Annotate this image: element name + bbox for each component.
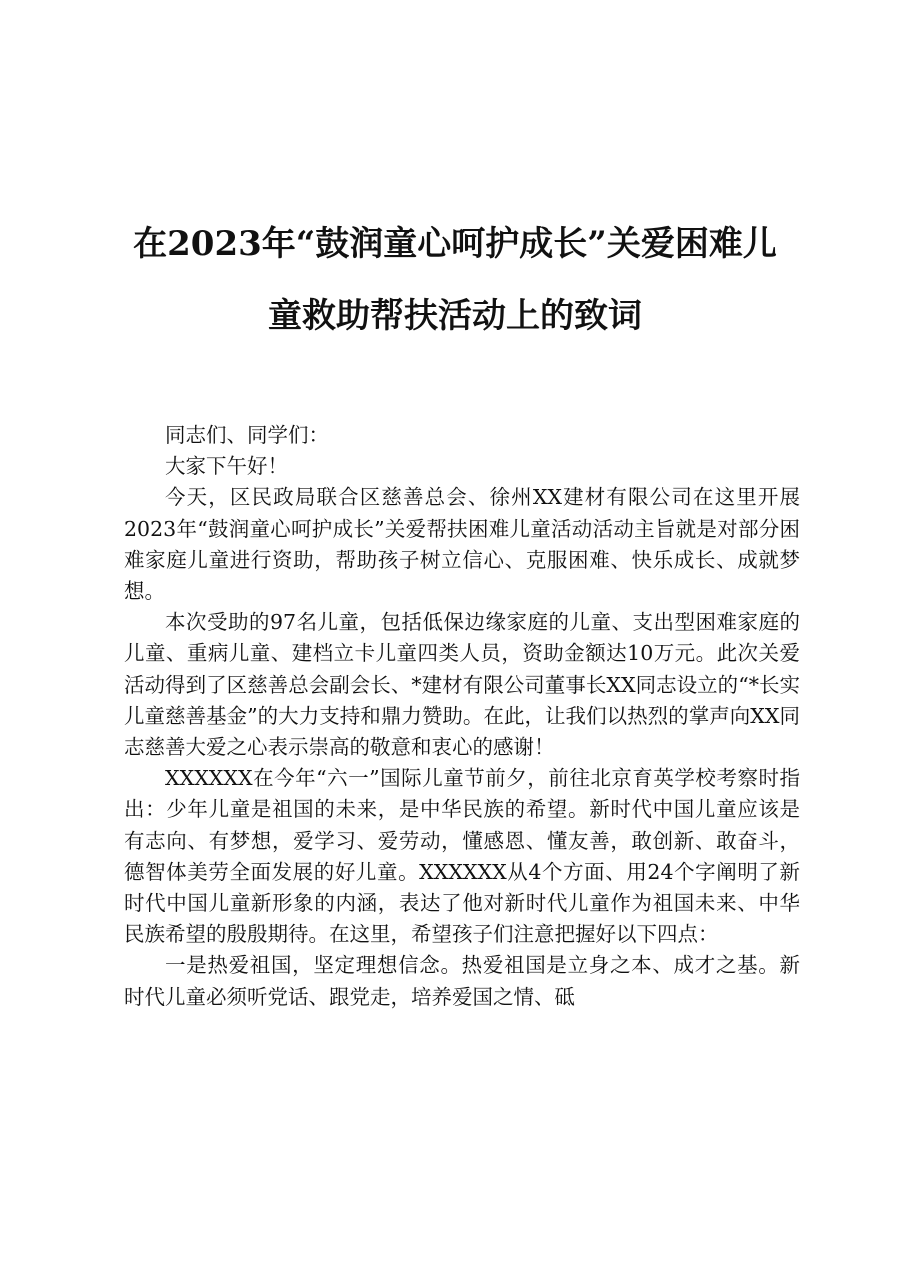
document-body: [124, 420, 800, 1013]
greeting: 大家下午好！: [165, 454, 288, 479]
paragraph: 今天，区民政局联合区慈善总会、徐州XX建材有限公司在这里开展2023年“鼓润童心呵护成长”关爱帮扶困难儿童活动活动主旨就是对部分困难家庭儿童进行资助，帮助孩子树立信心、克服困难、快乐成长、成就梦想。: [124, 485, 800, 604]
paragraph: 本次受助的97名儿童，包括低保边缘家庭的儿童、支出型困难家庭的儿童、重病儿童、建档立卡儿童四类人员，资助金额达10万元。此次关爱活动得到了区慈善总会副会长、*建材有限公司董事长XX同志设立的“*长实儿童慈善基金”的大力支持和鼎力赞助。在此，让我们以热烈的掌声向XX同志慈善大爱之心表示崇高的敬意和衷心的感谢！: [124, 610, 800, 760]
paragraph: XXXXXX在今年“六一”国际儿童节前夕，前往北京育英学校考察时指出：少年儿童是祖国的未来，是中华民族的希望。新时代中国儿童应该是有志向、有梦想，爱学习、爱劳动，懂感恩、懂友善，敢创新、敢奋斗，德智体美劳全面发展的好儿童。XXXXXX从4个方面、用24个字阐明了新时代中国儿童新形象的内涵，表达了他对新时代儿童作为祖国未来、中华民族希望的殷殷期待。在这里，希望孩子们注意把握好以下四点：: [124, 766, 800, 947]
document-title-line-2: 童救助帮扶活动上的致词: [268, 296, 642, 336]
document-title-line-1: 在2023年“鼓润童心呵护成长”关爱困难儿: [133, 224, 777, 264]
salutation: 同志们、同学们：: [165, 423, 329, 447]
paragraph: 一是热爱祖国，坚定理想信念。热爱祖国是立身之本、成才之基。新时代儿童必须听党话、跟党走，培养爱国之情、砥: [124, 953, 800, 1009]
